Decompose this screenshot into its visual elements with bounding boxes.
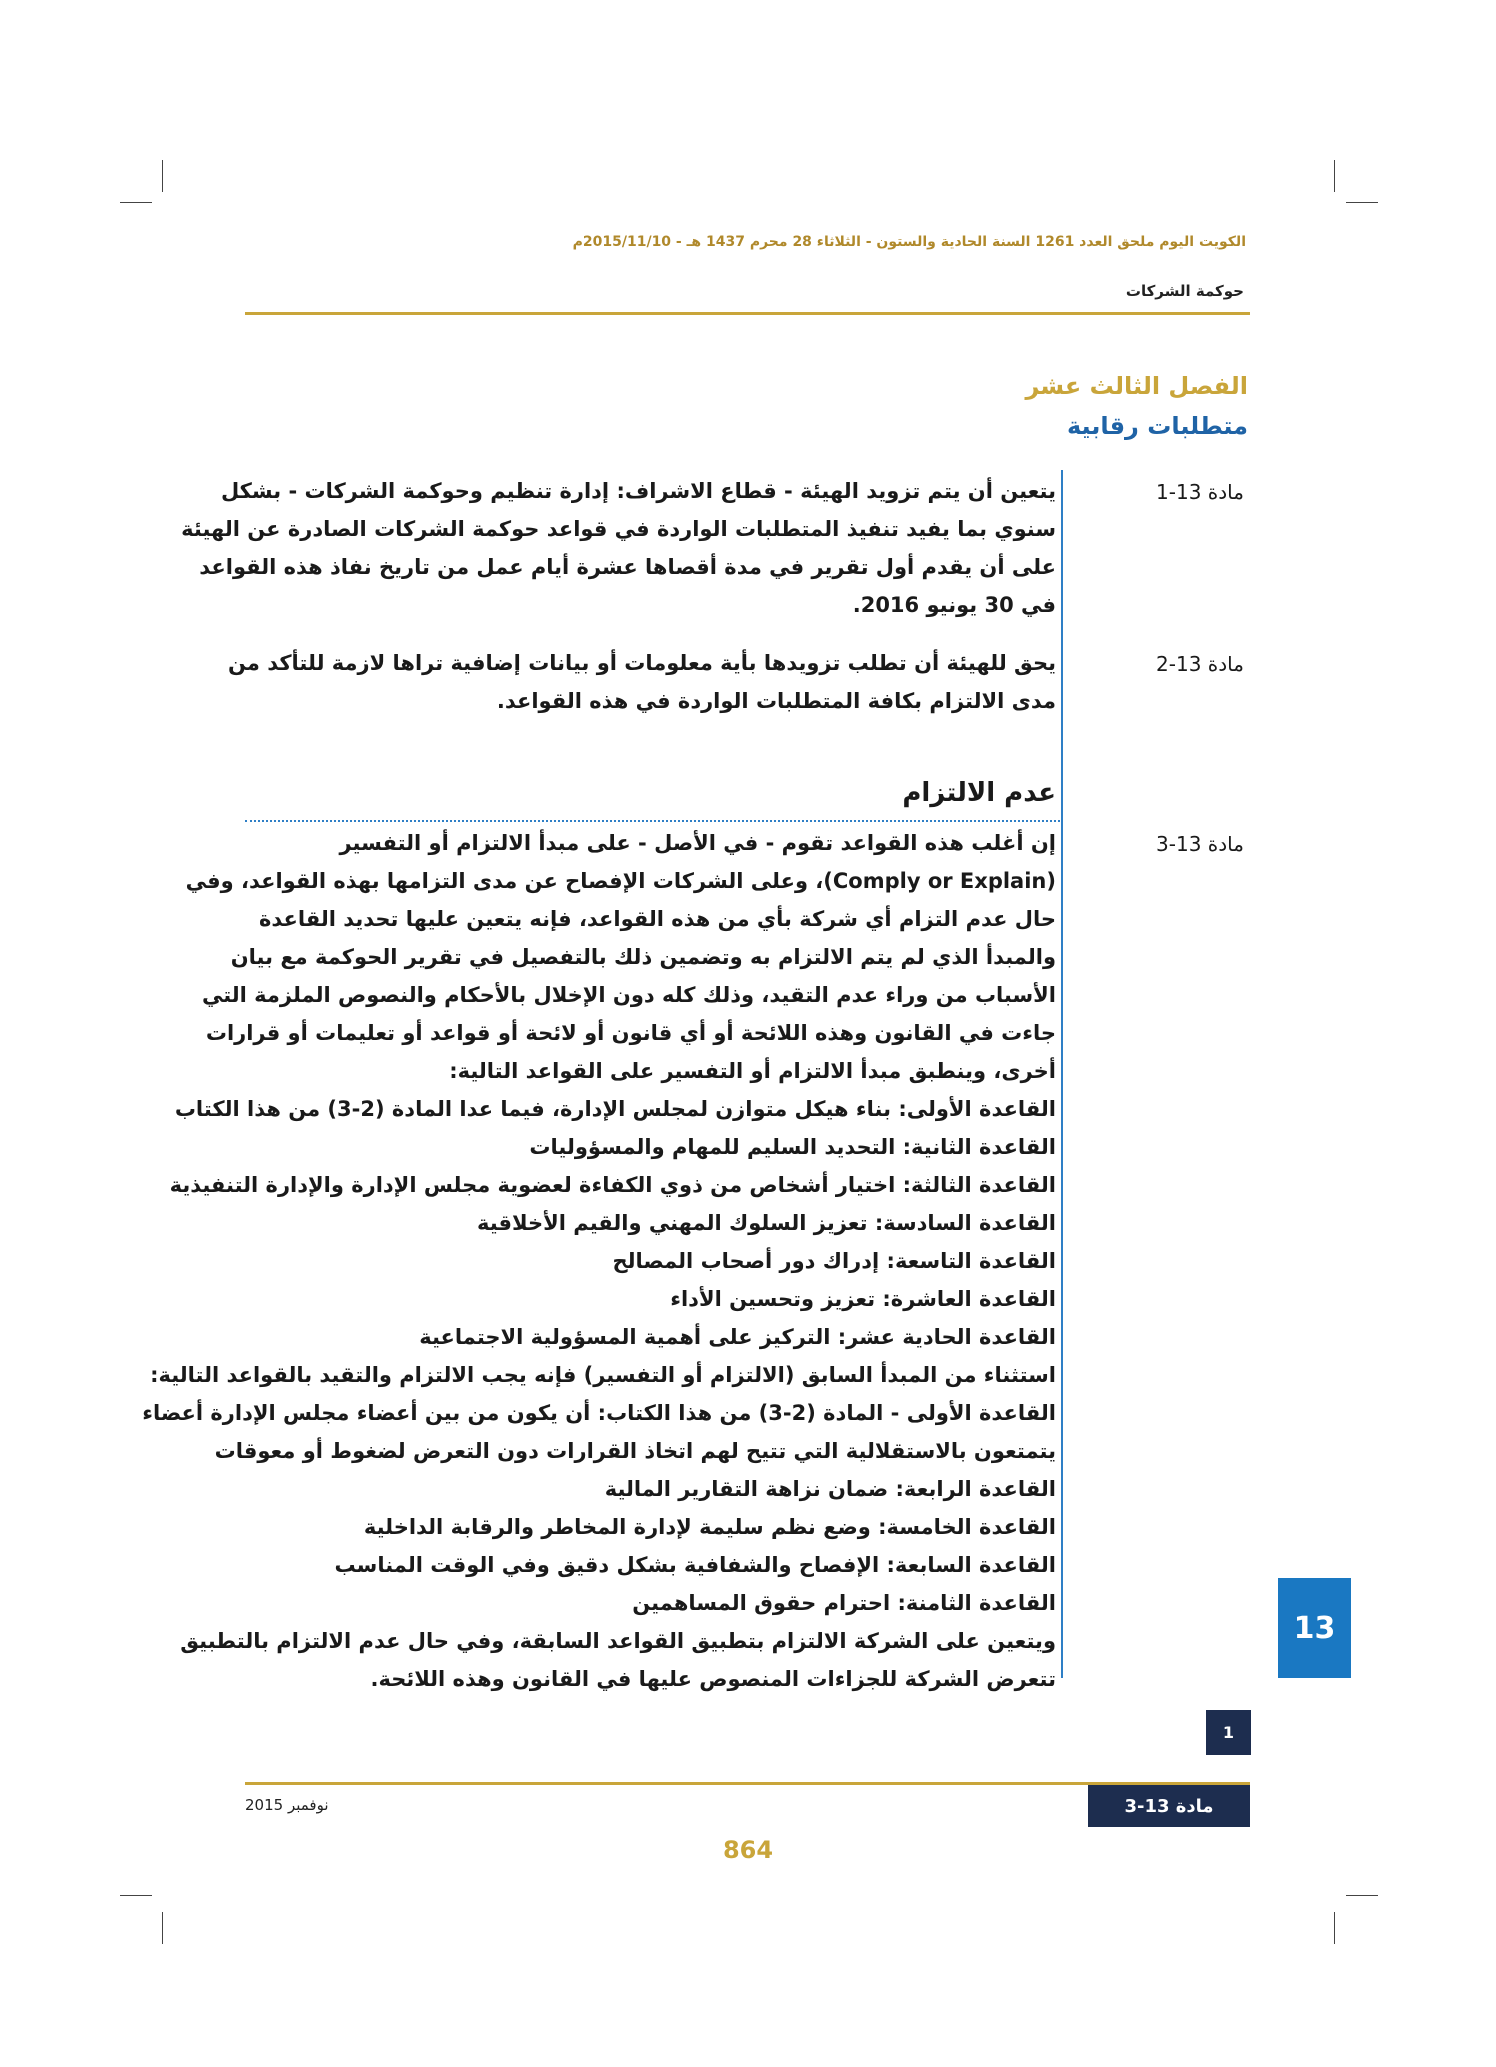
article-line: (Comply or Explain)، وعلى الشركات الإفصاح عن مدى التزامها بهذه القواعد، وفي	[185, 869, 1056, 893]
article-line: ويتعين على الشركة الالتزام بتطبيق القواعد السابقة، وفي حال عدم الالتزام بالتطبيق	[180, 1629, 1056, 1653]
crop-mark	[1334, 160, 1335, 192]
article-label: مادة 13-1	[1156, 480, 1244, 504]
article-line: مدى الالتزام بكافة المتطلبات الواردة في هذه القواعد.	[496, 689, 1056, 713]
article-label: مادة 13-3	[1156, 832, 1244, 856]
dotted-rule	[245, 820, 1060, 822]
article-body	[142, 824, 1056, 1698]
article-line: على أن يقدم أول تقرير في مدة أقصاها عشرة أيام عمل من تاريخ نفاذ هذه القواعد	[199, 555, 1056, 579]
article-line: القاعدة الأولى - المادة (2-3) من هذا الكتاب: أن يكون من بين أعضاء مجلس الإدارة أعضاء	[142, 1401, 1056, 1425]
chapter-title: الفصل الثالث عشر	[1025, 372, 1248, 400]
gazette-line: الكويت اليوم ملحق العدد 1261 السنة الحادية والستون - الثلاثاء 28 محرم 1437 هـ - 2015/11/10م	[572, 234, 1246, 250]
article-line: جاءت في القانون وهذه اللائحة أو أي قانون أو لائحة أو قواعد أو تعليمات أو قرارات	[205, 1021, 1056, 1045]
article-line: والمبدأ الذي لم يتم الالتزام به وتضمين ذلك بالتفصيل في تقرير الحوكمة مع بيان	[230, 945, 1056, 969]
article-line: القاعدة الأولى: بناء هيكل متوازن لمجلس الإدارة، فيما عدا المادة (2-3) من هذا الكتاب	[174, 1097, 1056, 1121]
article-line: استثناء من المبدأ السابق (الالتزام أو التفسير) فإنه يجب الالتزام والتقيد بالقواعد التالية:	[150, 1363, 1056, 1387]
article-line: سنوي بما يفيد تنفيذ المتطلبات الواردة في قواعد حوكمة الشركات الصادرة عن الهيئة	[181, 517, 1056, 541]
page-index-box: 1	[1206, 1710, 1251, 1755]
article-line: حال عدم التزام أي شركة بأي من هذه القواعد، فإنه يتعين عليها تحديد القاعدة	[259, 907, 1056, 931]
section-title: حوكمة الشركات	[1125, 282, 1244, 300]
article-line: إن أغلب هذه القواعد تقوم - في الأصل - على مبدأ الالتزام أو التفسير	[339, 831, 1056, 855]
article-line: القاعدة السابعة: الإفصاح والشفافية بشكل دقيق وفي الوقت المناسب	[334, 1553, 1056, 1577]
article-line: القاعدة الخامسة: وضع نظم سليمة لإدارة المخاطر والرقابة الداخلية	[363, 1515, 1056, 1539]
crop-mark	[162, 1912, 163, 1944]
article-label: مادة 13-2	[1156, 652, 1244, 676]
footer-date: نوفمبر 2015	[245, 1796, 329, 1814]
article-line: القاعدة الثالثة: اختيار أشخاص من ذوي الكفاءة لعضوية مجلس الإدارة والإدارة التنفيذية	[169, 1173, 1056, 1197]
crop-mark	[162, 160, 163, 192]
article-line: الأسباب من وراء عدم التقيد، وذلك كله دون الإخلال بالأحكام والنصوص الملزمة التي	[201, 983, 1056, 1007]
article-line: تتعرض الشركة للجزاءات المنصوص عليها في القانون وهذه اللائحة.	[370, 1667, 1056, 1691]
article-line: القاعدة السادسة: تعزيز السلوك المهني والقيم الأخلاقية	[476, 1211, 1056, 1235]
subheading: عدم الالتزام	[902, 778, 1056, 808]
article-line: القاعدة الثانية: التحديد السليم للمهام والمسؤوليات	[529, 1135, 1056, 1159]
article-line: القاعدة التاسعة: إدراك دور أصحاب المصالح	[612, 1249, 1056, 1273]
page-number: 864	[722, 1836, 774, 1864]
article-line: القاعدة الرابعة: ضمان نزاهة التقارير المالية	[604, 1477, 1056, 1501]
crop-mark	[1346, 202, 1378, 203]
crop-mark	[1346, 1895, 1378, 1896]
article-divider	[1061, 470, 1063, 1678]
article-line: يتعين أن يتم تزويد الهيئة - قطاع الاشراف: إدارة تنظيم وحوكمة الشركات - بشكل	[220, 479, 1056, 503]
crop-mark	[120, 1895, 152, 1896]
article-line: يتمتعون بالاستقلالية التي تتيح لهم اتخاذ القرارات دون التعرض لضغوط أو معوقات	[214, 1439, 1056, 1463]
article-line: يحق للهيئة أن تطلب تزويدها بأية معلومات أو بيانات إضافية تراها لازمة للتأكد من	[227, 651, 1056, 675]
article-line: القاعدة العاشرة: تعزيز وتحسين الأداء	[670, 1287, 1056, 1311]
article-line: أخرى، وينطبق مبدأ الالتزام أو التفسير على القواعد التالية:	[449, 1059, 1056, 1083]
chapter-subtitle: متطلبات رقابية	[1066, 412, 1248, 440]
header-rule	[245, 312, 1250, 315]
article-body	[227, 644, 1056, 720]
article-line: القاعدة الثامنة: احترام حقوق المساهمين	[632, 1591, 1056, 1615]
crop-mark	[1334, 1912, 1335, 1944]
article-line: القاعدة الحادية عشر: التركيز على أهمية المسؤولية الاجتماعية	[419, 1325, 1056, 1349]
article-line: في 30 يونيو 2016.	[852, 593, 1056, 617]
chapter-side-tab: 13	[1278, 1578, 1351, 1678]
footer-article-tab: مادة 13-3	[1088, 1785, 1250, 1827]
article-body	[181, 472, 1056, 624]
crop-mark	[120, 202, 152, 203]
